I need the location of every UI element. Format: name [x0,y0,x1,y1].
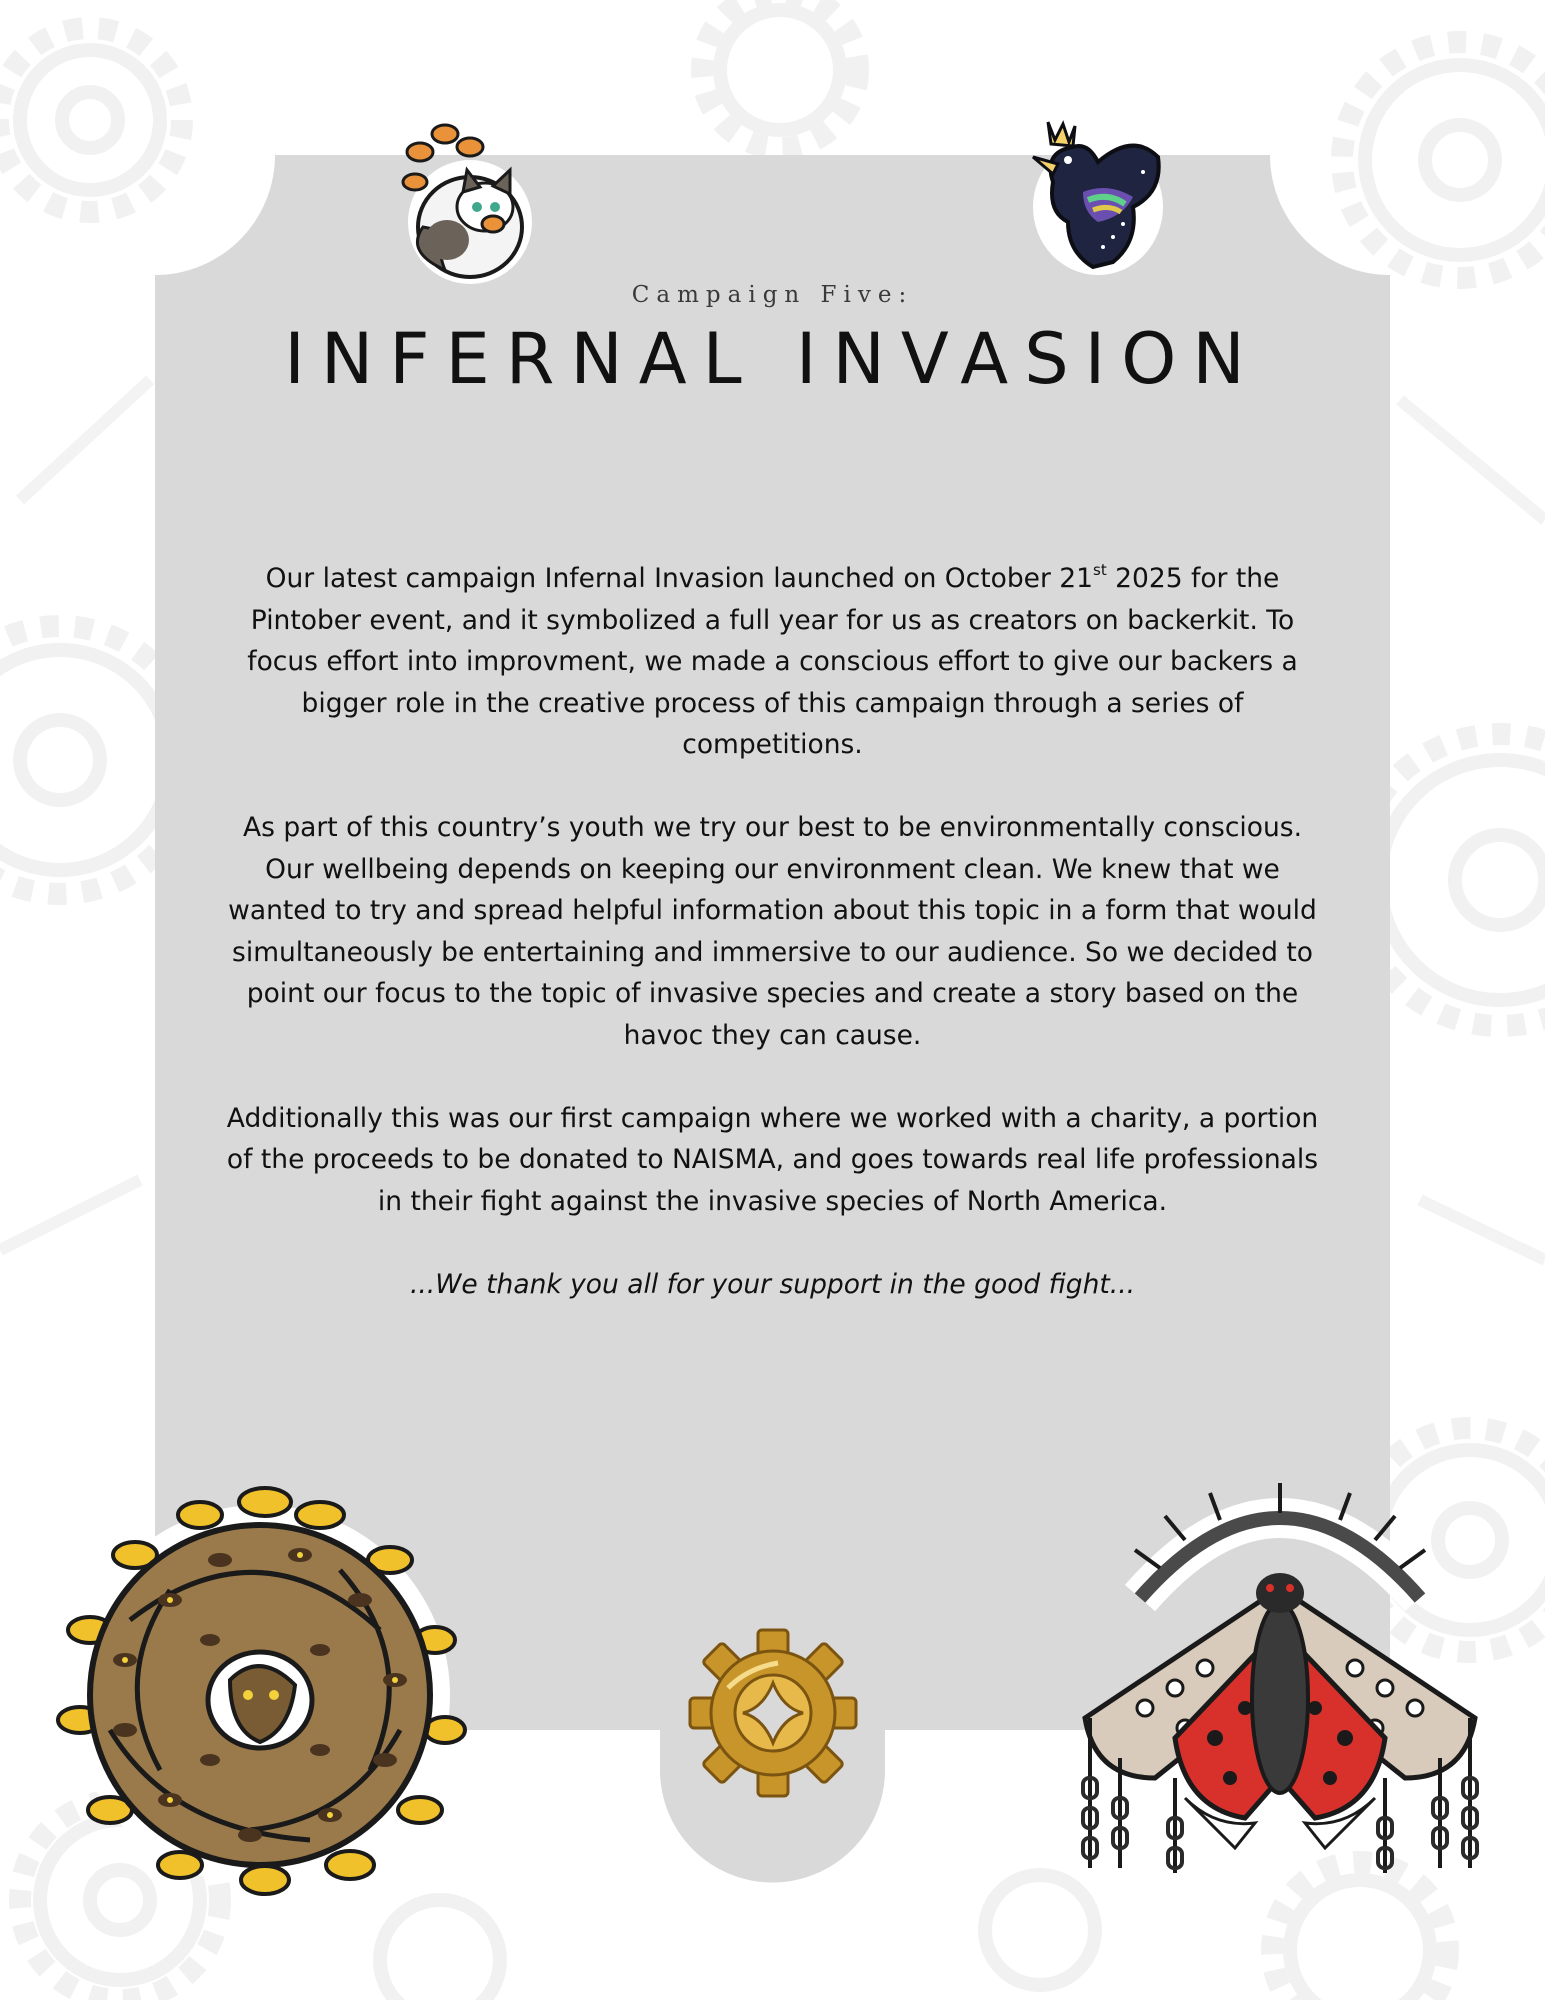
closing-line: ...We thank you all for your support in the good fight... [409,1268,1136,1300]
gold-gear-icon [688,1628,858,1798]
campaign-subtitle: Campaign Five: [631,282,914,308]
body-text [215,558,1330,1347]
page-title: INFERNAL INVASION [284,318,1261,400]
paragraph-charity: Additionally this was our first campaign where we worked with a charity, a portion of the proceeds to be donated to NAISMA, and goes towards real life professionals in their fight against the invasive species of North America. [226,1102,1319,1217]
paragraph-environment: As part of this country’s youth we try our best to be environmentally conscious. Our wellbeing depends on keeping our environment clean. We knew that we wanted to try and spread helpful information about this topic in a form that would simultaneously be entertaining and immersive to our audience. So we decided to point our focus to the topic of invasive species and create a story based on the havoc they can cause. [228,812,1317,1051]
ordinal-suffix: st [1093,561,1107,579]
paragraph-launch: Our latest campaign Infernal Invasion launched on October 21st 2025 for the Pintober event, and it symbolized a full year for us as creators on backerkit. To focus effort into improvment, we made a conscious effort to give our backers a bigger role in the creative process of this campaign through a series of competitions. [247,561,1298,760]
coiled-snake-with-mushrooms-icon [50,1480,470,1900]
cat-with-goldfish-icon [375,112,550,287]
spotted-lanternfly-with-thorn-halo-icon [1065,1478,1495,1898]
crowned-galaxy-crow-icon [1013,112,1173,282]
